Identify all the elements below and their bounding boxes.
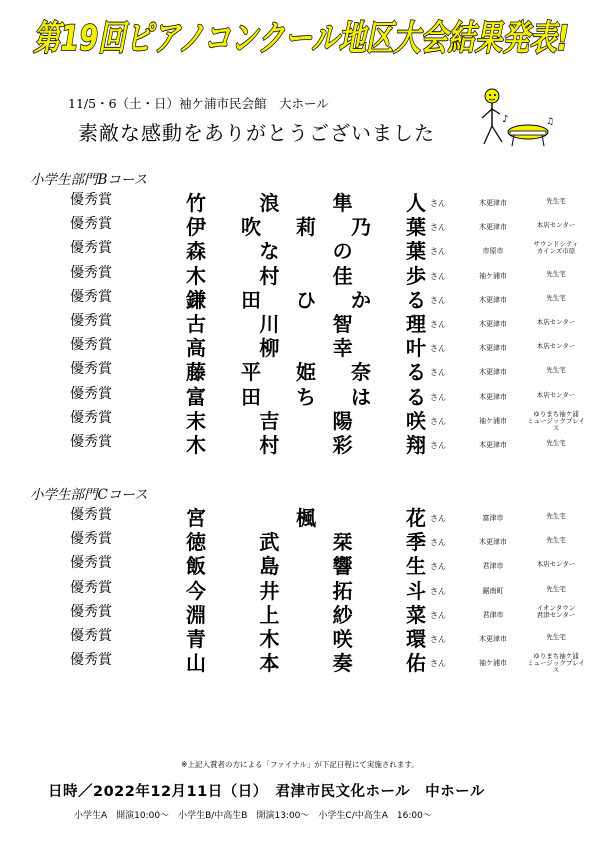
venue-line: 先生宅	[546, 512, 566, 520]
name-character: 人	[406, 191, 426, 215]
venue-line: 君津センター	[536, 610, 576, 619]
name-character: 鎌	[186, 287, 206, 312]
name-character: 斗	[406, 578, 426, 603]
award-label: 優秀賞	[70, 409, 112, 426]
award-label: 優秀賞	[70, 385, 112, 402]
name-character: 陽	[332, 408, 353, 433]
name-character: 佑	[406, 651, 426, 676]
winner-name	[186, 652, 426, 674]
award-label: 優秀賞	[70, 531, 112, 548]
winner-name	[186, 531, 426, 553]
honorific: さん	[430, 392, 446, 402]
name-character: 莉	[296, 215, 316, 240]
lesson-venue	[526, 440, 586, 447]
final-notice: ※上記入賞者の方による「ファイナル」が下記日程にて実施されます。	[181, 760, 419, 769]
lesson-venue	[526, 634, 586, 641]
name-character: 奏	[332, 651, 353, 676]
name-character: 森	[186, 239, 206, 264]
winner-name	[186, 386, 426, 408]
name-character: 季	[406, 530, 426, 555]
lesson-venue	[526, 271, 586, 278]
name-character: 平	[241, 360, 261, 385]
result-row	[0, 263, 600, 287]
name-character: 淵	[186, 602, 206, 627]
winner-name	[186, 410, 426, 432]
result-row	[0, 578, 600, 602]
result-row	[0, 602, 600, 626]
winner-name	[186, 337, 426, 359]
award-label: 優秀賞	[70, 313, 112, 329]
name-character: 高	[186, 336, 206, 361]
name-character: 環	[406, 627, 426, 651]
winner-name	[186, 434, 426, 456]
award-label: 優秀賞	[70, 361, 112, 378]
name-character: 理	[406, 312, 426, 336]
final-schedule: 小学生A 開演10:00～ 小学生B/中高生B 開演13:00～ 小学生C/中高生A 16:00～	[74, 811, 432, 821]
venue-line: ミュージックプレイス	[527, 659, 585, 675]
name-character: 咲	[332, 627, 353, 651]
section-title: 小学生部門Bコース	[30, 172, 148, 188]
city: 市原市	[482, 247, 504, 256]
honorific: さん	[430, 320, 446, 329]
lesson-venue	[526, 319, 586, 326]
city: 木更津市	[479, 223, 507, 232]
honorific: さん	[430, 538, 446, 548]
result-row	[0, 626, 600, 650]
thanks-message: 素敵な感動をありがとうございました	[78, 121, 435, 145]
lesson-venue	[526, 605, 586, 619]
venue-line: 本店センター	[536, 221, 576, 230]
final-date-venue: 日時／2022年12月11日（日） 君津市民文化ホール 中ホール	[48, 784, 485, 800]
venue-line: 先生宅	[546, 293, 566, 302]
name-character: 響	[332, 554, 353, 579]
name-character: る	[406, 287, 426, 312]
name-character: 拓	[332, 578, 353, 603]
city: 袖ケ浦市	[479, 659, 507, 668]
lesson-venue	[526, 586, 586, 593]
honorific: さん	[430, 199, 446, 208]
name-character: 伊	[186, 215, 206, 240]
city: 木更津市	[479, 441, 507, 449]
name-character: 藤	[186, 360, 206, 385]
venue-line: サウンドシティ	[533, 240, 579, 249]
honorific: さん	[430, 247, 446, 257]
name-character: 末	[186, 408, 206, 433]
city: 木更津市	[479, 295, 507, 304]
result-row	[0, 650, 600, 674]
name-character: ち	[296, 384, 316, 409]
name-character: ひ	[296, 287, 316, 312]
name-character: 島	[259, 554, 280, 579]
city: 木更津市	[479, 538, 507, 547]
honorific: さん	[430, 295, 446, 305]
honorific: さん	[430, 344, 446, 354]
name-character: 富	[186, 384, 206, 409]
city: 木更津市	[479, 344, 507, 353]
venue-line: 先生宅	[546, 633, 566, 641]
name-character: 宮	[186, 506, 206, 530]
name-character: 翔	[406, 433, 426, 457]
city: 袖ケ浦市	[479, 271, 507, 280]
name-character: 村	[259, 433, 280, 457]
lesson-venue	[526, 561, 586, 568]
award-label: 優秀賞	[70, 603, 112, 620]
award-label: 優秀賞	[70, 652, 112, 669]
winner-name	[186, 628, 426, 650]
name-character: 叶	[406, 336, 426, 361]
city: 袖ケ浦市	[479, 416, 507, 425]
name-character: 栞	[332, 530, 353, 555]
winner-name	[186, 192, 426, 214]
name-character: 木	[186, 263, 206, 288]
lesson-venue	[526, 392, 586, 399]
honorific: さん	[430, 416, 446, 426]
name-character: 柳	[259, 336, 280, 361]
name-character: 生	[406, 554, 426, 579]
honorific: さん	[430, 610, 446, 620]
name-character: 智	[332, 312, 353, 336]
venue-line: 本店センター	[536, 342, 576, 351]
winner-name	[186, 289, 426, 311]
award-label: 優秀賞	[70, 216, 112, 233]
name-character: 上	[259, 602, 280, 627]
award-label: 優秀賞	[70, 288, 112, 305]
honorific: さん	[430, 441, 446, 450]
venue-line: 先生宅	[546, 439, 566, 447]
city: 君津市	[482, 562, 504, 571]
name-character: の	[332, 239, 353, 264]
name-character: 浪	[259, 191, 280, 215]
name-character: 乃	[351, 215, 371, 240]
event-date-venue: 11/5・6（土・日）袖ケ浦市民会館 大ホール	[68, 96, 329, 111]
page-title: 第19回ピアノコンクール地区大会結果発表!	[33, 19, 569, 59]
result-row	[0, 359, 600, 383]
title-banner	[28, 6, 574, 64]
honorific: さん	[430, 223, 446, 233]
name-character: 幸	[332, 336, 353, 361]
name-character: 青	[186, 627, 206, 651]
award-label: 優秀賞	[70, 579, 112, 596]
winner-name	[186, 555, 426, 577]
city: 富津市	[482, 514, 504, 522]
winner-name	[186, 265, 426, 287]
result-row	[0, 238, 600, 262]
name-character: る	[406, 384, 426, 409]
winner-name	[186, 361, 426, 383]
name-character: 咲	[406, 408, 426, 433]
winner-name	[186, 240, 426, 262]
honorific: さん	[430, 659, 446, 669]
name-character: 本	[259, 651, 280, 676]
name-character: 菜	[406, 602, 426, 627]
lesson-venue	[526, 537, 586, 544]
name-character: 武	[259, 530, 280, 555]
venue-line: ミュージックプレイス	[527, 416, 585, 432]
honorific: さん	[430, 514, 446, 523]
name-character: 竹	[186, 191, 206, 215]
venue-line: 本店センター	[536, 560, 576, 569]
result-row	[0, 384, 600, 408]
city: 木更津市	[479, 392, 507, 401]
winner-name	[186, 313, 426, 335]
venue-line: 本店センター	[536, 390, 576, 399]
award-label: 優秀賞	[70, 264, 112, 281]
venue-line: カインズ市原	[536, 247, 576, 256]
name-character: 川	[259, 312, 280, 336]
name-character: 田	[241, 384, 261, 409]
name-character: か	[351, 287, 371, 312]
award-label: 優秀賞	[70, 434, 112, 450]
lesson-venue	[526, 343, 586, 350]
section-title: 小学生部門Cコース	[30, 487, 148, 503]
result-row	[0, 505, 600, 529]
honorific: さん	[430, 271, 446, 281]
pianist-mascot-illustration	[470, 84, 560, 154]
svg-text:♪: ♪	[502, 114, 509, 125]
result-row	[0, 529, 600, 553]
result-row	[0, 553, 600, 577]
city: 木更津市	[479, 635, 507, 643]
city: 鋸南町	[482, 586, 504, 595]
name-character: 紗	[332, 602, 353, 627]
venue-line: イオンタウン	[536, 603, 576, 612]
name-character: 姫	[296, 360, 316, 385]
result-row	[0, 408, 600, 432]
city: 木更津市	[479, 368, 507, 377]
venue-line: ゆりまち袖ケ浦	[533, 409, 579, 418]
award-label: 優秀賞	[70, 337, 112, 354]
venue-line: 本店センター	[536, 318, 576, 326]
name-character: 葉	[406, 239, 426, 264]
result-row	[0, 190, 600, 214]
name-character: 今	[186, 578, 206, 603]
venue-line: 先生宅	[546, 584, 566, 593]
city: 木更津市	[479, 199, 507, 207]
lesson-venue	[526, 222, 586, 229]
lesson-venue	[526, 295, 586, 302]
name-character: 古	[186, 312, 206, 336]
name-character: 隼	[332, 191, 353, 215]
lesson-venue	[526, 513, 586, 520]
lesson-venue	[526, 367, 586, 374]
name-character: 楓	[296, 506, 316, 530]
winner-name	[186, 216, 426, 238]
winner-name	[186, 507, 426, 529]
lesson-venue	[526, 241, 586, 255]
name-character: 山	[186, 651, 206, 676]
honorific: さん	[430, 635, 446, 644]
name-character: 歩	[406, 263, 426, 288]
name-character: 木	[186, 433, 206, 457]
name-character: 彩	[332, 433, 353, 457]
name-character: 村	[259, 263, 280, 288]
result-row	[0, 287, 600, 311]
venue-line: ゆりまち袖ケ浦	[533, 652, 579, 661]
award-label: 優秀賞	[70, 240, 112, 257]
name-character: 井	[259, 578, 280, 603]
name-character: 葉	[406, 215, 426, 240]
result-row	[0, 335, 600, 359]
lesson-venue	[526, 411, 586, 432]
venue-line: 先生宅	[546, 197, 566, 205]
city: 木更津市	[479, 320, 507, 328]
name-character: 飯	[186, 554, 206, 579]
award-label: 優秀賞	[70, 192, 112, 208]
award-label: 優秀賞	[70, 555, 112, 572]
city: 君津市	[482, 610, 504, 619]
name-character: 徳	[186, 530, 206, 555]
award-label: 優秀賞	[70, 628, 112, 644]
name-character: 木	[259, 627, 280, 651]
venue-line: 先生宅	[546, 536, 566, 545]
venue-line: 先生宅	[546, 269, 566, 278]
honorific: さん	[430, 562, 446, 572]
lesson-venue	[526, 653, 586, 674]
award-label: 優秀賞	[70, 507, 112, 523]
name-character: る	[406, 360, 426, 385]
winner-name	[186, 580, 426, 602]
honorific: さん	[430, 586, 446, 596]
winner-name	[186, 604, 426, 626]
name-character: 吹	[241, 215, 261, 240]
venue-line: 先生宅	[546, 366, 566, 375]
name-character: な	[259, 239, 280, 264]
name-character: 花	[406, 506, 426, 530]
result-row	[0, 311, 600, 335]
honorific: さん	[430, 368, 446, 378]
name-character: 奈	[351, 360, 371, 385]
name-character: は	[351, 384, 371, 409]
lesson-venue	[526, 198, 586, 205]
name-character: 吉	[259, 408, 280, 433]
svg-text:♫: ♫	[546, 117, 555, 127]
result-row	[0, 214, 600, 238]
name-character: 田	[241, 287, 261, 312]
name-character: 佳	[332, 263, 353, 288]
result-row	[0, 432, 600, 456]
